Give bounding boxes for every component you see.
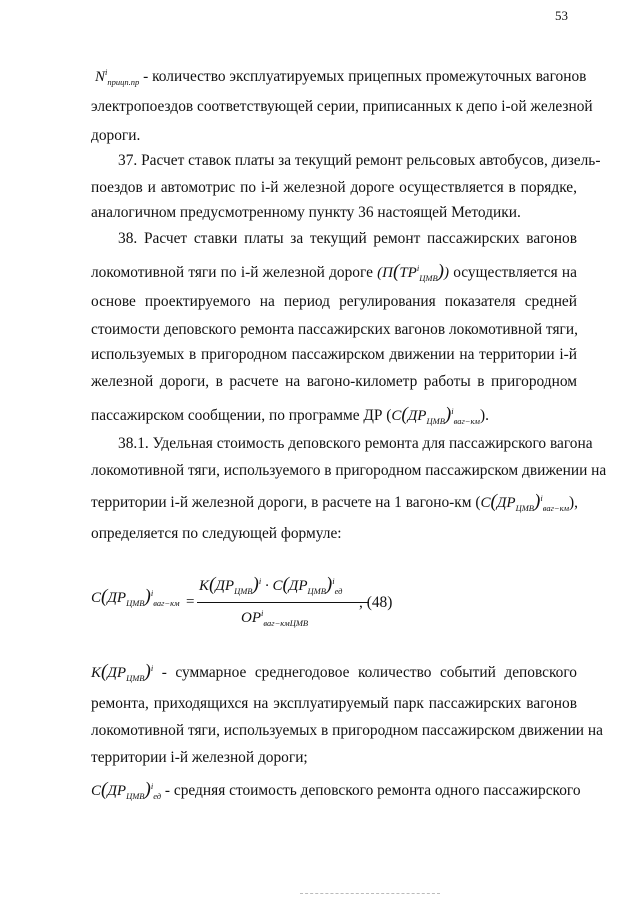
line: локомотивной тяги, используемых в пригородном пассажирском движении на [91, 722, 603, 739]
math-c-dr-expression: $C(ДР_{ЦМВ})^i_{ваг-км}$ [480, 491, 570, 513]
math-k-expression: $K(ДР_{ЦМВ})^i$ [91, 661, 154, 683]
line: локомотивной тяги по i-й железной дороге $(П(TP^i_{ЦМВ}))$ осуществляется на [91, 261, 577, 283]
line: территории i-й железной дороги; [91, 749, 308, 766]
line: 37. Расчет ставок платы за текущий ремонт рельсовых автобусов, дизель- [118, 152, 601, 169]
formula-equals: = [186, 594, 195, 610]
math-c-dr-expression: $C(ДР_{ЦМВ})^i_{ваг-км}$ [391, 404, 480, 426]
math-c-ed-expression: $C(ДР_{ЦМВ})^i_{ед}$ [91, 779, 162, 801]
line: железной дороги, в расчете на вагоно-километр работы в пригородном [91, 373, 577, 390]
page-number: 53 [555, 8, 568, 23]
formula-numerator: $K(ДР_{ЦМВ})^i \cdot C(ДР_{ЦМВ})^i_{ед}$ [199, 574, 343, 596]
formula-denominator: $OP^i_{ваг-кмЦМВ}$ [241, 608, 309, 628]
line: основе проектируемого на период регулирования показателя средней [91, 293, 577, 310]
formula-lhs: $C(ДР_{ЦМВ})^i_{ваг-км}$ [91, 586, 180, 608]
line: 38. Расчет ставки платы за текущий ремонт пассажирских вагонов [118, 230, 577, 247]
line: $C(ДР_{ЦМВ})^i_{ед}$ - средняя стоимость деповского ремонта одного пассажирского [91, 779, 581, 801]
line: электропоездов соответствующей серии, приписанных к депо i-ой железной [91, 98, 593, 115]
line: используемых в пригородном пассажирском движении на территории i-й [91, 346, 577, 363]
line: пассажирском сообщении, по программе ДР $(C(ДР_{ЦМВ})^i_{ваг-км})$. [91, 404, 489, 426]
line: аналогичном предусмотренному пункту 36 настоящей Методики. [91, 204, 521, 221]
line: ремонта, приходящихся на эксплуатируемый парк пассажирских вагонов [91, 695, 577, 712]
line: $K(ДР_{ЦМВ})^i$ - суммарное среднегодовое количество событий деповского [91, 661, 577, 683]
line: определяется по следующей формуле: [91, 525, 342, 542]
line: дороги. [91, 127, 141, 144]
line: 38.1. Удельная стоимость деповского ремонта для пассажирского вагона [118, 435, 593, 452]
math-p-tr-expression: $(П(TP^i_{ЦМВ}))$ [377, 261, 449, 283]
line: поездов и автомотрис по i-й железной дороге осуществляется в порядке, [91, 179, 577, 196]
fraction-bar [197, 602, 369, 603]
line: $N^i_{прицп.пр}$ - количество эксплуатируемых прицепных промежуточных вагонов [91, 68, 577, 87]
scan-artifact [300, 893, 440, 895]
line: локомотивной тяги, используемого в пригородном пассажирском движении на [91, 462, 607, 479]
line: территории i-й железной дороги, в расчете на 1 вагоно-км $(C(ДР_{ЦМВ})^i_{ваг-км})$, [91, 491, 579, 513]
formula-number: , (48) [359, 594, 393, 611]
formula-48 [91, 572, 391, 632]
line: стоимости деповского ремонта пассажирских вагонов локомотивной тяги, [91, 321, 578, 338]
math-n-symbol: $N^i_{прицп.пр}$ [95, 67, 140, 87]
